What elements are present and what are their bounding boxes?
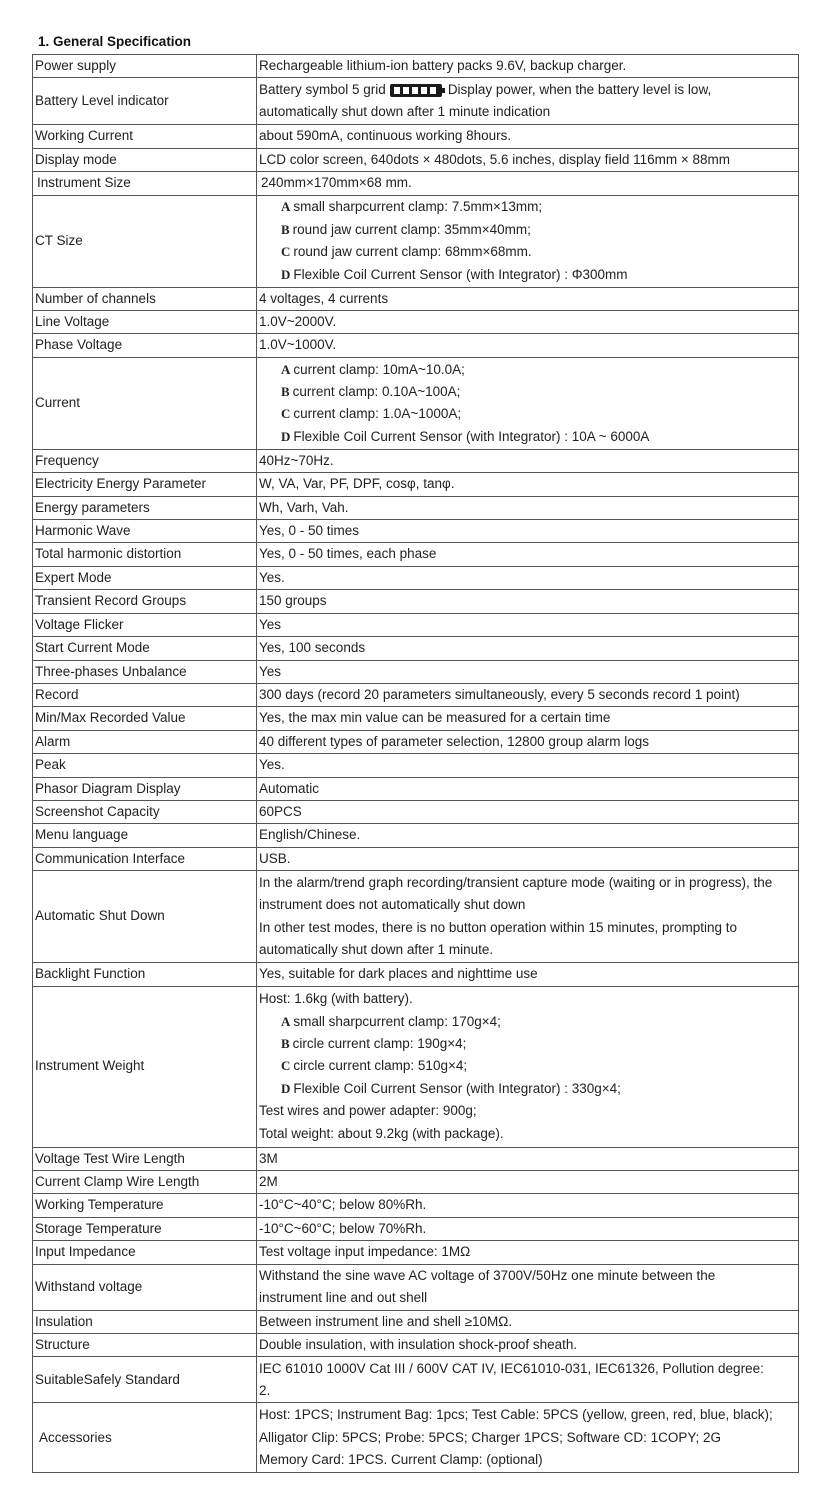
row-value: Yes bbox=[257, 613, 799, 636]
row-value: LCD color screen, 640dots × 480dots, 5.6 inches, display field 116mm × 88mm bbox=[257, 148, 799, 171]
table-row bbox=[33, 566, 799, 589]
row-value: Host: 1PCS; Instrument Bag: 1pcs; Test Cable: 5PCS (yellow, green, red, blue, black); Alligator Clip: 5PCS; Probe: 5PCS; Charger 1PCS; Software CD: 1COPY; 2G Memory Card: 1PCS. Current Clamp: (optional) bbox=[257, 1403, 799, 1473]
row-label: Power supply bbox=[33, 55, 257, 78]
row-value: 1.0V~1000V. bbox=[257, 334, 799, 357]
row-label: Record bbox=[33, 683, 257, 706]
row-value: In the alarm/trend graph recording/transient capture mode (waiting or in progress), the instrument does not automatically shut down In other test modes, there is no button operation within 15 minutes, prompting to automatically shut down after 1 minute. bbox=[257, 871, 799, 963]
row-label: Backlight Function bbox=[33, 963, 257, 986]
row-label: Harmonic Wave bbox=[33, 520, 257, 543]
row-value: Rechargeable lithium-ion battery packs 9.6V, backup charger. bbox=[257, 55, 799, 78]
table-row bbox=[33, 1170, 799, 1193]
table-row bbox=[33, 660, 799, 683]
row-label: SuitableSafely Standard bbox=[33, 1357, 257, 1403]
row-value: 240mm×170mm×68 mm. bbox=[257, 172, 799, 195]
row-label: Insulation bbox=[33, 1310, 257, 1333]
row-value: 300 days (record 20 parameters simultaneously, every 5 seconds record 1 point) bbox=[257, 683, 799, 706]
row-label: Instrument Weight bbox=[33, 986, 257, 1147]
row-label: Phasor Diagram Display bbox=[33, 777, 257, 800]
row-label: Withstand voltage bbox=[33, 1264, 257, 1310]
row-label: Three-phases Unbalance bbox=[33, 660, 257, 683]
table-row bbox=[33, 683, 799, 706]
row-value: -10°C~60°C; below 70%Rh. bbox=[257, 1217, 799, 1240]
battery-icon bbox=[390, 84, 442, 97]
table-row bbox=[33, 55, 799, 78]
table-row bbox=[33, 311, 799, 334]
row-label: Voltage Test Wire Length bbox=[33, 1147, 257, 1170]
table-row bbox=[33, 287, 799, 310]
table-row bbox=[33, 1264, 799, 1310]
table-row bbox=[33, 78, 799, 125]
table-row bbox=[33, 449, 799, 472]
row-value: Yes. bbox=[257, 566, 799, 589]
row-label: Screenshot Capacity bbox=[33, 800, 257, 823]
row-value: English/Chinese. bbox=[257, 824, 799, 847]
table-row bbox=[33, 543, 799, 566]
table-row bbox=[33, 1147, 799, 1170]
row-value: 40 different types of parameter selection, 12800 group alarm logs bbox=[257, 730, 799, 753]
page-title: 1. General Specification bbox=[38, 34, 192, 49]
row-label: Expert Mode bbox=[33, 566, 257, 589]
row-value: A small sharpcurrent clamp: 7.5mm×13mm; B round jaw current clamp: 35mm×40mm; C round jaw current clamp: 68mm×68mm. D Flexible Coil Current Sensor (with Integrator) : Φ300mm bbox=[257, 195, 799, 287]
row-label: Structure bbox=[33, 1334, 257, 1357]
row-value: 4 voltages, 4 currents bbox=[257, 287, 799, 310]
row-value: Test voltage input impedance: 1MΩ bbox=[257, 1241, 799, 1264]
spec-table bbox=[32, 54, 799, 1473]
row-label: Display mode bbox=[33, 148, 257, 171]
row-value: about 590mA, continuous working 8hours. bbox=[257, 125, 799, 148]
row-value: Automatic bbox=[257, 777, 799, 800]
row-label: Instrument Size bbox=[33, 172, 257, 195]
table-row bbox=[33, 871, 799, 963]
row-label: Storage Temperature bbox=[33, 1217, 257, 1240]
row-label: Peak bbox=[33, 754, 257, 777]
row-value: Yes bbox=[257, 660, 799, 683]
table-row bbox=[33, 1357, 799, 1403]
row-value: Yes, 0 - 50 times, each phase bbox=[257, 543, 799, 566]
table-row bbox=[33, 1217, 799, 1240]
row-label: Battery Level indicator bbox=[33, 78, 257, 125]
row-value: 60PCS bbox=[257, 800, 799, 823]
table-row bbox=[33, 1403, 799, 1473]
row-value: Yes, 0 - 50 times bbox=[257, 520, 799, 543]
row-label: Current bbox=[33, 357, 257, 449]
row-label: Working Current bbox=[33, 125, 257, 148]
row-label: Min/Max Recorded Value bbox=[33, 707, 257, 730]
row-value: W, VA, Var, PF, DPF, cosφ, tanφ. bbox=[257, 473, 799, 496]
row-value: Yes. bbox=[257, 754, 799, 777]
table-row bbox=[33, 1241, 799, 1264]
row-label: CT Size bbox=[33, 195, 257, 287]
table-row bbox=[33, 754, 799, 777]
row-value: 2M bbox=[257, 1170, 799, 1193]
table-row bbox=[33, 777, 799, 800]
row-label: Total harmonic distortion bbox=[33, 543, 257, 566]
row-label: Transient Record Groups bbox=[33, 590, 257, 613]
table-row bbox=[33, 730, 799, 753]
table-row bbox=[33, 847, 799, 870]
row-label: Accessories bbox=[33, 1403, 257, 1473]
row-value: Yes, the max min value can be measured for a certain time bbox=[257, 707, 799, 730]
row-label: Phase Voltage bbox=[33, 334, 257, 357]
table-row bbox=[33, 613, 799, 636]
row-label: Current Clamp Wire Length bbox=[33, 1170, 257, 1193]
row-label: Alarm bbox=[33, 730, 257, 753]
row-value: Between instrument line and shell ≥10MΩ. bbox=[257, 1310, 799, 1333]
table-row bbox=[33, 963, 799, 986]
row-value: IEC 61010 1000V Cat III / 600V CAT IV, IEC61010-031, IEC61326, Pollution degree: 2. bbox=[257, 1357, 799, 1403]
row-label: Line Voltage bbox=[33, 311, 257, 334]
table-row bbox=[33, 800, 799, 823]
table-row bbox=[33, 520, 799, 543]
row-value: -10°C~40°C; below 80%Rh. bbox=[257, 1194, 799, 1217]
table-row bbox=[33, 172, 799, 195]
table-row bbox=[33, 1334, 799, 1357]
row-label: Voltage Flicker bbox=[33, 613, 257, 636]
row-label: Electricity Energy Parameter bbox=[33, 473, 257, 496]
row-value: Host: 1.6kg (with battery). A small sharpcurrent clamp: 170g×4; B circle current clamp: 190g×4; C circle current clamp: 510g×4; D Flexible Coil Current Sensor (with Integrator) : 330g×4; Test wires and power adapter: 900g; Total weight: about 9.2kg (with package). bbox=[257, 986, 799, 1147]
table-row bbox=[33, 637, 799, 660]
table-row bbox=[33, 148, 799, 171]
table-row bbox=[33, 473, 799, 496]
row-value: Yes, 100 seconds bbox=[257, 637, 799, 660]
row-label: Working Temperature bbox=[33, 1194, 257, 1217]
table-row bbox=[33, 496, 799, 519]
row-label: Input Impedance bbox=[33, 1241, 257, 1264]
table-row bbox=[33, 590, 799, 613]
row-label: Start Current Mode bbox=[33, 637, 257, 660]
row-value: 150 groups bbox=[257, 590, 799, 613]
table-row bbox=[33, 1194, 799, 1217]
row-value: 40Hz~70Hz. bbox=[257, 449, 799, 472]
row-label: Frequency bbox=[33, 449, 257, 472]
table-row bbox=[33, 986, 799, 1147]
row-value: Withstand the sine wave AC voltage of 3700V/50Hz one minute between the instrument line and out shell bbox=[257, 1264, 799, 1310]
row-value: Yes, suitable for dark places and nighttime use bbox=[257, 963, 799, 986]
row-value: A current clamp: 10mA~10.0A; B current clamp: 0.10A~100A; C current clamp: 1.0A~1000A; D Flexible Coil Current Sensor (with Integrator) : 10A ~ 6000A bbox=[257, 357, 799, 449]
row-label: Energy parameters bbox=[33, 496, 257, 519]
table-row bbox=[33, 1310, 799, 1333]
row-label: Menu language bbox=[33, 824, 257, 847]
row-label: Number of channels bbox=[33, 287, 257, 310]
row-label: Communication Interface bbox=[33, 847, 257, 870]
table-row bbox=[33, 334, 799, 357]
row-value: Wh, Varh, Vah. bbox=[257, 496, 799, 519]
table-row bbox=[33, 824, 799, 847]
row-value: USB. bbox=[257, 847, 799, 870]
table-row bbox=[33, 195, 799, 287]
row-value: 3M bbox=[257, 1147, 799, 1170]
table-row bbox=[33, 125, 799, 148]
table-row bbox=[33, 707, 799, 730]
row-label: Automatic Shut Down bbox=[33, 871, 257, 963]
row-value: Battery symbol 5 grid Display power, when the battery level is low, automatically shut down after 1 minute indication bbox=[257, 78, 799, 125]
row-value: 1.0V~2000V. bbox=[257, 311, 799, 334]
row-value: Double insulation, with insulation shock-proof sheath. bbox=[257, 1334, 799, 1357]
table-row bbox=[33, 357, 799, 449]
